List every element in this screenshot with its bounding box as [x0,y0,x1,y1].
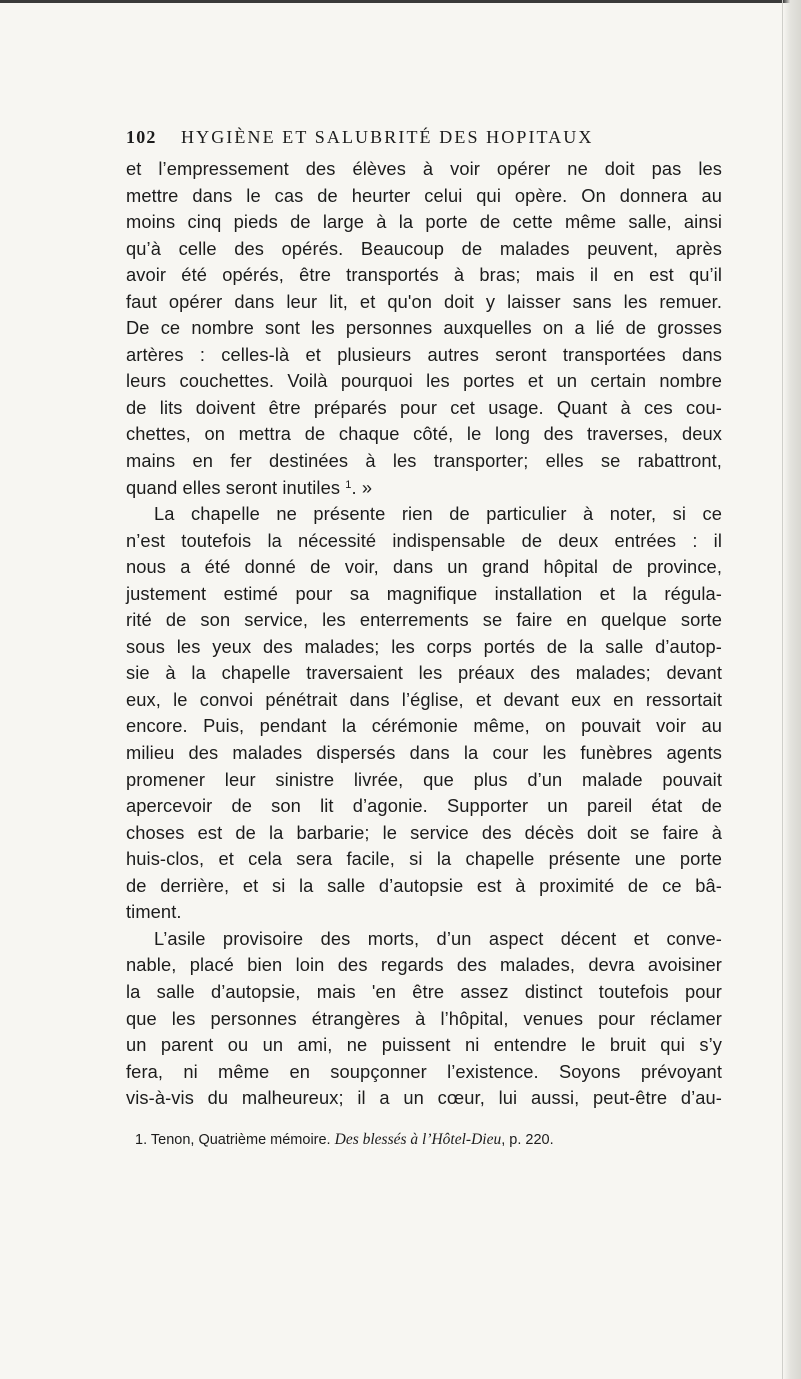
text-line-content: artères : celles-là et plusieurs autres seront transportées dans [126,343,722,365]
text-line [126,713,722,740]
text-line-content: La chapelle ne présente rien de particulier à noter, si ce [154,503,722,525]
text-line-content: timent. [126,901,182,923]
text-line-content: un parent ou un ami, ne puissent ni entendre le bruit qui s’y [126,1034,722,1056]
text-line [126,342,722,369]
page-header [126,127,720,153]
text-line [126,634,722,661]
text-line [126,846,722,873]
text-line-content: mains en fer destinées à les transporter; elles se rabattront, [126,450,722,472]
text-line-content: De ce nombre sont les personnes auxquelles on a lié de grosses [126,317,722,339]
running-head: HYGIÈNE ET SALUBRITÉ DES HOPITAUX [181,127,594,147]
text-line-content: promener leur sinistre livrée, que plus d’un malade pouvait [126,768,722,790]
text-line [126,475,722,502]
text-line [126,979,722,1006]
page-number: 102 [126,127,157,147]
text-line-tail: . » [351,476,373,498]
footnote-reference[interactable]: 1 [345,478,352,491]
text-line-content: sous les yeux des malades; les corps portés de la salle d’autop- [126,635,722,657]
text-line [126,368,722,395]
text-line [126,607,722,634]
page-right-edge [782,0,801,1379]
text-line [126,209,722,236]
text-line-content: encore. Puis, pendant la cérémonie même, on pouvait voir au [126,715,722,737]
page-top-rule [0,0,801,6]
text-line-content: nous a été donné de voir, dans un grand hôpital de province, [126,556,722,578]
text-line [126,1059,722,1086]
text-line-content: eux, le convoi pénétrait dans l’église, et devant eux en ressortait [126,688,722,710]
footnote-text-after: , p. 220. [501,1132,554,1148]
footnote [135,1130,725,1150]
text-line [126,952,722,979]
text-line-content: faut opérer dans leur lit, et qu'on doit y laisser sans les remuer. [126,290,722,312]
text-line [126,1006,722,1033]
text-line-content: que les personnes étrangères à l’hôpital, venues pour réclamer [126,1007,722,1029]
text-line [126,660,722,687]
text-line [126,315,722,342]
text-line [126,793,722,820]
text-line [126,926,722,953]
text-line-content: choses est de la barbarie; le service des décès doit se faire à [126,821,722,843]
text-line [126,1085,722,1112]
text-line [126,448,722,475]
text-line [126,156,722,183]
text-line-content: apercevoir de son lit d’agonie. Supporter un pareil état de [126,795,722,817]
text-line [126,820,722,847]
text-line-content: sie à la chapelle traversaient les préaux des malades; devant [126,662,722,684]
text-line-content: n’est toutefois la nécessité indispensable de deux entrées : il [126,529,722,551]
text-line-content: leurs couchettes. Voilà pourquoi les portes et un certain nombre [126,370,722,392]
footnote-title: Des blessés à l’Hôtel-Dieu [334,1131,502,1148]
text-line [126,581,722,608]
text-line-content: la salle d’autopsie, mais 'en être assez distinct toutefois pour [126,980,722,1002]
text-line [126,236,722,263]
text-line-content: avoir été opérés, être transportés à bras; mais il en est qu’il [126,264,722,286]
text-line-content: quand elles seront inutiles [126,476,341,498]
text-line-content: nable, placé bien loin des regards des malades, devra avoisiner [126,954,722,976]
text-line [126,1032,722,1059]
text-line-content: de lits doivent être préparés pour cet usage. Quant à ces cou- [126,396,722,418]
text-line [126,899,722,926]
text-line [126,767,722,794]
footnote-text-before: Tenon, Quatrième mémoire. [150,1132,331,1148]
text-line-content: moins cinq pieds de large à la porte de cette même salle, ainsi [126,211,722,233]
text-line [126,421,722,448]
text-line-content: justement estimé pour sa magnifique installation et la régula- [126,582,722,604]
text-line-content: qu’à celle des opérés. Beaucoup de malades peuvent, après [126,237,722,259]
text-line [126,183,722,210]
text-line [126,740,722,767]
text-line-content: et l’empressement des élèves à voir opérer ne doit pas les [126,158,722,179]
text-line-content: mettre dans le cas de heurter celui qui opère. On donnera au [126,184,722,206]
text-line [126,528,722,555]
text-line-content: fera, ni même en soupçonner l’existence. Soyons prévoyant [126,1060,722,1082]
text-line [126,262,722,289]
text-line-content: chettes, on mettra de chaque côté, le long des traverses, deux [126,423,722,445]
text-line-content: L’asile provisoire des morts, d’un aspect décent et conve- [154,927,722,949]
body-text [126,156,722,1112]
text-line [126,873,722,900]
text-line [126,687,722,714]
text-line [126,289,722,316]
text-line-content: de derrière, et si la salle d’autopsie est à proximité de ce bâ- [126,874,722,896]
text-line-content: rité de son service, les enterrements se faire en quelque sorte [126,609,722,631]
text-line-content: huis-clos, et cela sera facile, si la chapelle présente une porte [126,848,722,870]
footnote-number: 1. [135,1132,148,1148]
text-line [126,554,722,581]
text-line-content: milieu des malades dispersés dans la cour les funèbres agents [126,742,722,764]
text-line-content: vis-à-vis du malheureux; il a un cœur, lui aussi, peut-être d’au- [126,1087,722,1109]
text-line [126,501,722,528]
text-line [126,395,722,422]
